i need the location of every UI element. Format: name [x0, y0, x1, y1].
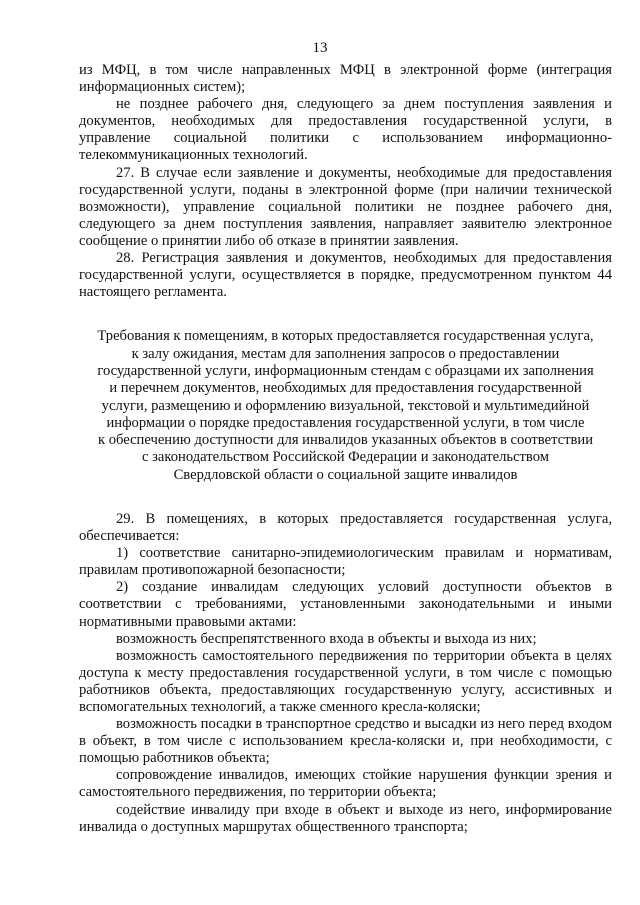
heading-line: государственной услуги, информационным стендам с образцами их заполнения	[97, 362, 594, 379]
paragraph-29-item-2: 2) создание инвалидам следующих условий доступности объектов в соответствии с требованиями, установленными законодательными и иными нормативными правовыми актами:	[79, 579, 612, 630]
heading-line: и перечнем документов, необходимых для предоставления государственной	[109, 380, 582, 397]
heading-line: к обеспечению доступности для инвалидов указанных объектов в соответствии	[97, 432, 594, 449]
document-body	[79, 62, 612, 836]
paragraph-access-assistance: содействие инвалиду при входе в объект и выходе из него, информирование инвалида о доступных маршрутах общественного транспорта;	[79, 801, 612, 835]
paragraph-28: 28. Регистрация заявления и документов, необходимых для предоставления государственной услуги, осуществляется в порядке, предусмотренном пунктом 44 настоящего регламента.	[79, 250, 612, 301]
paragraph-access-entry: возможность беспрепятственного входа в объекты и выхода из них;	[116, 630, 537, 647]
section-heading	[79, 328, 612, 484]
paragraph-29-item-1: 1) соответствие санитарно-эпидемиологическим правилам и нормативам, правилам противопожарной безопасности;	[79, 545, 612, 579]
heading-line: Свердловской области о социальной защите инвалидов	[173, 466, 518, 483]
paragraph-access-escort: сопровождение инвалидов, имеющих стойкие нарушения функции зрения и самостоятельного передвижения, по территории объекта;	[79, 767, 612, 801]
page-number: 13	[312, 40, 328, 56]
heading-line: Требования к помещениям, в которых предоставляется государственная услуга,	[97, 328, 594, 345]
paragraph-27: 27. В случае если заявление и документы, необходимые для предоставления государственной услуги, поданы в электронной форме (при наличии технической возможности), управление социальной политики не позднее рабочего дня, следующего за днем поступления заявления, направляет заявителю электронное сообщение о принятии либо об отказе в принятии заявления.	[79, 164, 612, 249]
paragraph-intro-continuation: из МФЦ, в том числе направленных МФЦ в электронной форме (интеграция информационных систем);	[79, 62, 612, 96]
heading-line: с законодательством Российской Федерации и законодательством	[142, 449, 549, 466]
paragraph-deadline: не позднее рабочего дня, следующего за днем поступления заявления и документов, необходимых для предоставления государственной услуги, в управление социальной политики с использованием информационно-телекоммуникационных технологий.	[79, 96, 612, 164]
heading-line: информации о порядке предоставления государственной услуги, в том числе	[106, 414, 585, 431]
heading-line: услуги, размещению и оформлению визуальной, текстовой и мультимедийной	[101, 397, 590, 414]
paragraph-29: 29. В помещениях, в которых предоставляется государственная услуга, обеспечивается:	[79, 510, 612, 545]
paragraph-access-movement: возможность самостоятельного передвижения по территории объекта в целях доступа к месту предоставления государственной услуги, в том числе с помощью работников объекта, предоставляющих государственную услугу, ассистивных и вспомогательных технологий, а также сменного кресла-коляски;	[79, 647, 612, 716]
paragraph-access-transport: возможность посадки в транспортное средство и высадки из него перед входом в объект, в том числе с использованием кресла-коляски и, при необходимости, с помощью работников объекта;	[79, 716, 612, 767]
heading-line: к залу ожидания, местам для заполнения запросов о предоставлении	[131, 345, 560, 362]
